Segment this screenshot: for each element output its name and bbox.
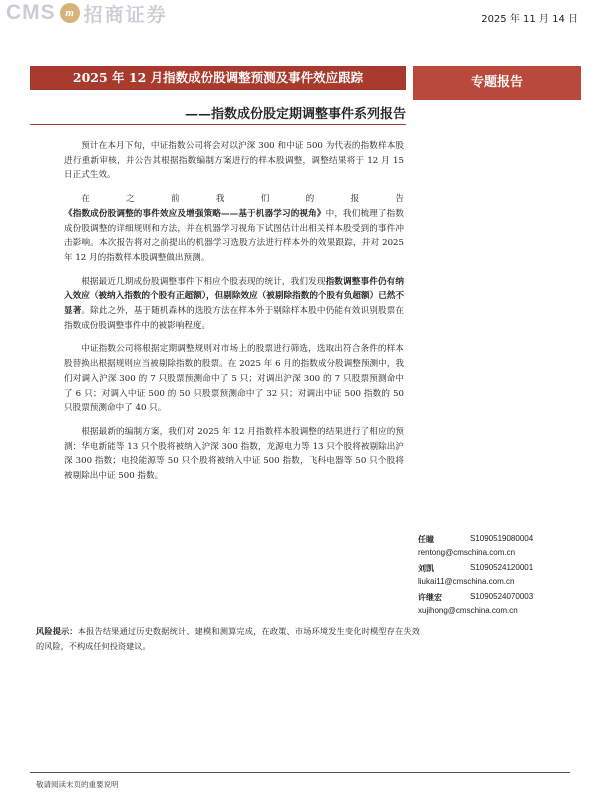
logo-emblem-icon: m bbox=[60, 3, 80, 23]
company-logo bbox=[0, 0, 168, 26]
paragraph-text: 根据最新的编制方案，我们对 2025 年 12 月指数样本股调整的结果进行了相应的预测：华电新能等 13 只个股将被纳入沪深 300 指数，龙源电力等 13 只个股将被剔除出沪深 300 指数；电投能源等 50 只个股将被纳入中证 500 指数，飞科电器等 50 只个股将被剔除出中证 500 指数。 bbox=[64, 426, 404, 482]
body-paragraph bbox=[64, 275, 404, 334]
body-paragraph bbox=[64, 139, 404, 183]
analyst-row bbox=[418, 590, 588, 604]
analyst-license-id: S1090524070003 bbox=[470, 591, 534, 601]
risk-warning bbox=[36, 624, 420, 654]
paragraph-text: 中，我们梳理了指数成份股调整的详细规则和方法，并在机器学习视角下试图估计出相关样本股受到的事件冲击影响。本次报告将对之前提出的机器学习选股方法进行样本外的效果跟踪，并对 2025 年 12 月的指数样本股调整做出预测。 bbox=[64, 208, 404, 263]
report-type-badge: 专题报告 bbox=[413, 66, 581, 100]
title-divider bbox=[30, 124, 406, 125]
analyst-row bbox=[418, 532, 588, 546]
analyst-license-id: S1090519080004 bbox=[470, 534, 534, 543]
analyst-email[interactable]: rentong@cmschina.com.cn bbox=[418, 548, 516, 558]
emphasis-text: 《指数成份股调整的事件效应及增强策略——基于机器学习的视角》 bbox=[64, 208, 326, 219]
body-paragraph bbox=[64, 342, 404, 416]
footer-divider bbox=[30, 772, 570, 773]
analyst-name: 许继宏 bbox=[418, 591, 442, 602]
analyst-email[interactable]: liukai11@cmschina.com.cn bbox=[418, 577, 515, 587]
analyst-name: 刘凯 bbox=[418, 562, 434, 573]
report-title: 2025 年 12 月指数成份股调整预测及事件效应跟踪 bbox=[30, 66, 406, 90]
risk-text: 本报告结果通过历史数据统计、建模和测算完成，在政策、市场环境发生变化时模型存在失效的风险，不构成任何投资建议。 bbox=[36, 626, 420, 651]
paragraph-text: 在之前我们的报告 bbox=[81, 194, 404, 205]
analyst-row bbox=[418, 561, 588, 575]
logo-text-cn: 招商证券 bbox=[83, 3, 168, 26]
report-date: 2025 年 11 月 14 日 bbox=[481, 14, 578, 25]
analyst-list bbox=[418, 532, 588, 618]
analyst-license-id: S1090524120001 bbox=[470, 562, 534, 572]
body-paragraph bbox=[64, 192, 404, 266]
report-subtitle: ——指数成份股定期调整事件系列报告 bbox=[184, 107, 406, 122]
risk-label: 风险提示： bbox=[36, 626, 78, 636]
paragraph-text: 。除此之外，基于随机森林的选股方法在样本外于剔除样本股中仍能有效识别股票在指数成份股调整事件中的被影响程度。 bbox=[64, 306, 404, 331]
body-paragraph bbox=[64, 425, 404, 484]
emphasis-text: 指数调整事件仍有纳入效应（被纳入指数的个股有正超额），但剔除效应（被剔除指数的个股有负超额）已然不显著 bbox=[64, 276, 404, 317]
analyst-name: 任瞳 bbox=[418, 534, 434, 544]
logo-text-en: CMS bbox=[6, 1, 56, 24]
paragraph-text: 预计在本月下旬，中证指数公司将会对以沪深 300 和中证 500 为代表的指数样本股进行重新审核，并公告其根据指数编制方案进行的样本股调整，调整结果将于 12 月 15 日正式生效。 bbox=[64, 141, 404, 181]
report-summary bbox=[64, 139, 404, 493]
footer-note: 敬请阅读末页的重要说明 bbox=[36, 780, 119, 789]
paragraph-text: 根据最近几期成份股调整事件下相应个股表现的统计，我们发现 bbox=[81, 276, 326, 287]
paragraph-text: 中证指数公司将根据定期调整规则对市场上的股票进行筛选，选取出符合条件的样本股替换出根据规则应当被剔除指数的股票。在 2025 年 6 月的指数成分股调整预测中，我们对调入沪深 300 的 7 只股票预测命中了 5 只；对调出沪深 300 的 7 只股票预测命中了 6 只；对调入中证 500 的 50 只股票预测命中了 32 只；对调出中证 500 指数的 50 只股票预测命中了 40 只。 bbox=[64, 344, 404, 414]
analyst-email[interactable]: xujihong@cmschina.com.cn bbox=[418, 606, 518, 616]
